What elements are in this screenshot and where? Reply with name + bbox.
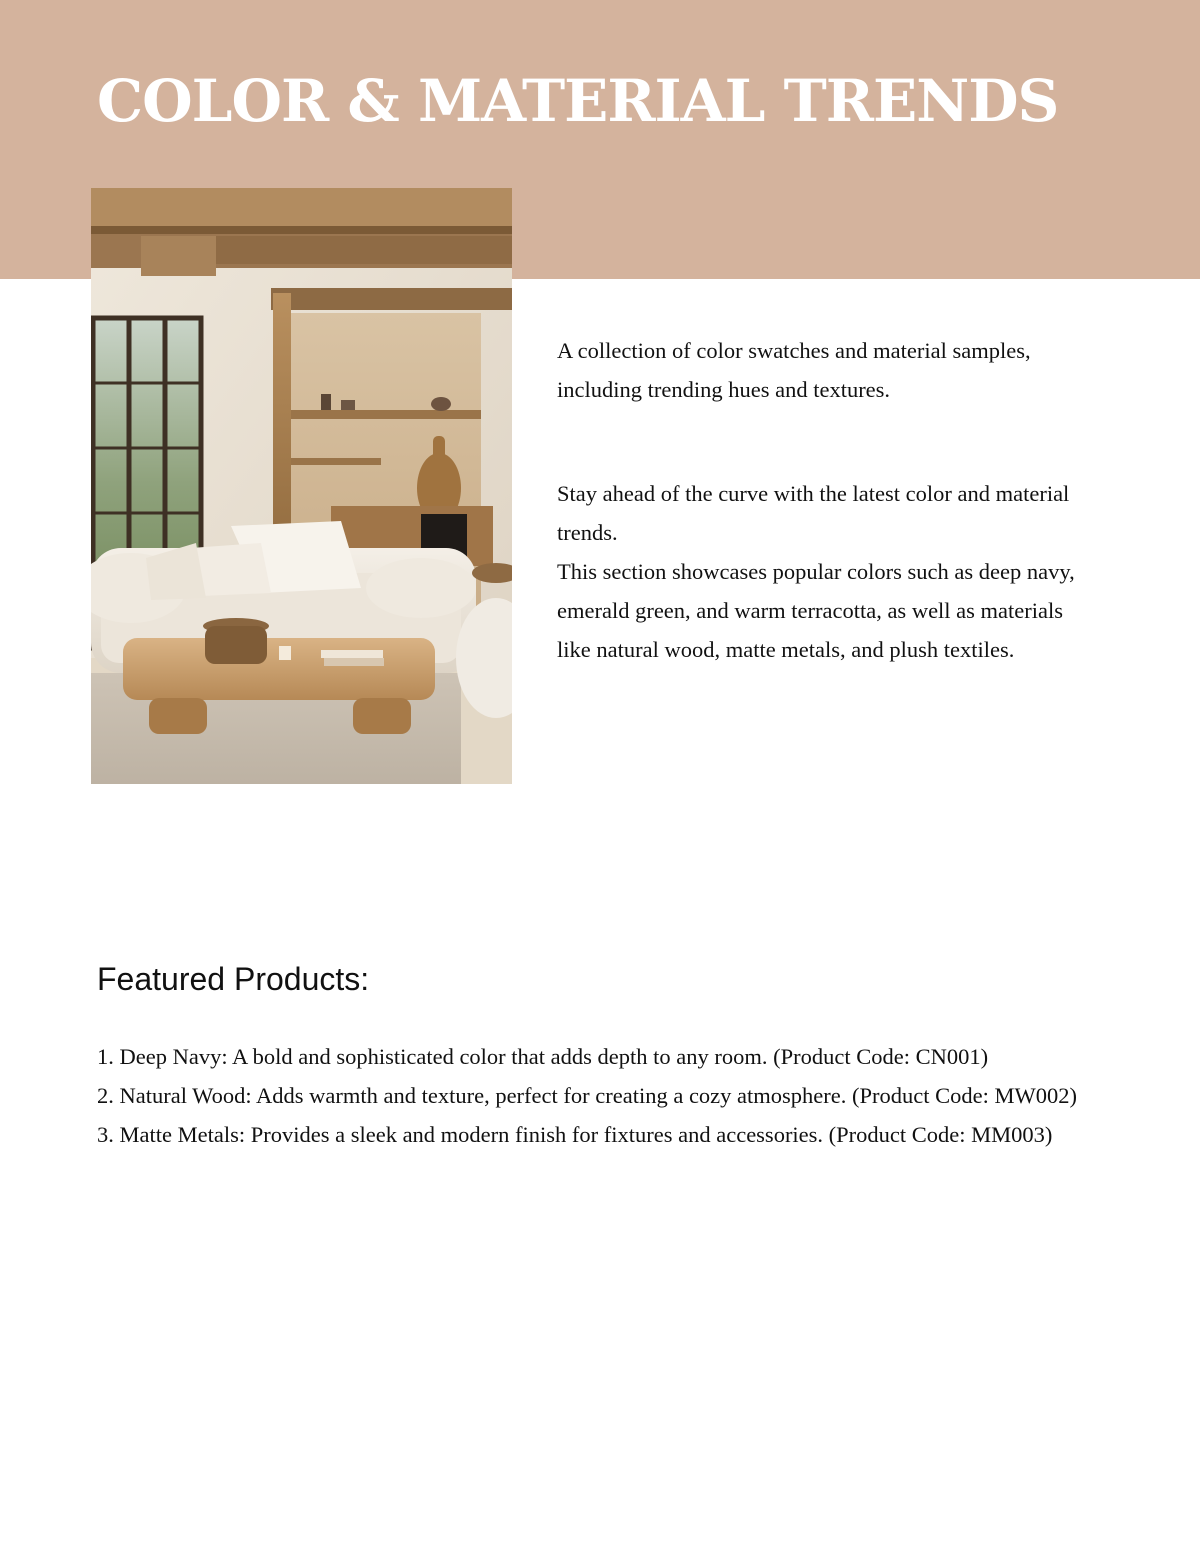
product-item-deep-navy: 1. Deep Navy: A bold and sophisticated color that adds depth to any room. (Product Code: CN001) (97, 1044, 989, 1069)
product-item-matte-metals: 3. Matte Metals: Provides a sleek and modern finish for fixtures and accessories. (Product Code: MM003) (97, 1122, 1053, 1147)
hero-image-living-room (91, 188, 512, 784)
body-paragraph-1: Stay ahead of the curve with the latest color and material trends. (557, 481, 1070, 545)
featured-products-heading: Featured Products: (97, 961, 370, 997)
body-paragraph-2: This section showcases popular colors such as deep navy, emerald green, and warm terracotta, as well as materials like natural wood, matte metals, and plush textiles. (557, 559, 1075, 662)
product-item-natural-wood: 2. Natural Wood: Adds warmth and texture, perfect for creating a cozy atmosphere. (Product Code: MW002) (97, 1083, 1077, 1108)
body-text (557, 474, 1102, 669)
page-title: COLOR & MATERIAL TRENDS (97, 67, 1059, 135)
intro-text: A collection of color swatches and material samples, including trending hues and textures. (557, 338, 1031, 402)
featured-products-list (97, 1039, 1102, 1156)
